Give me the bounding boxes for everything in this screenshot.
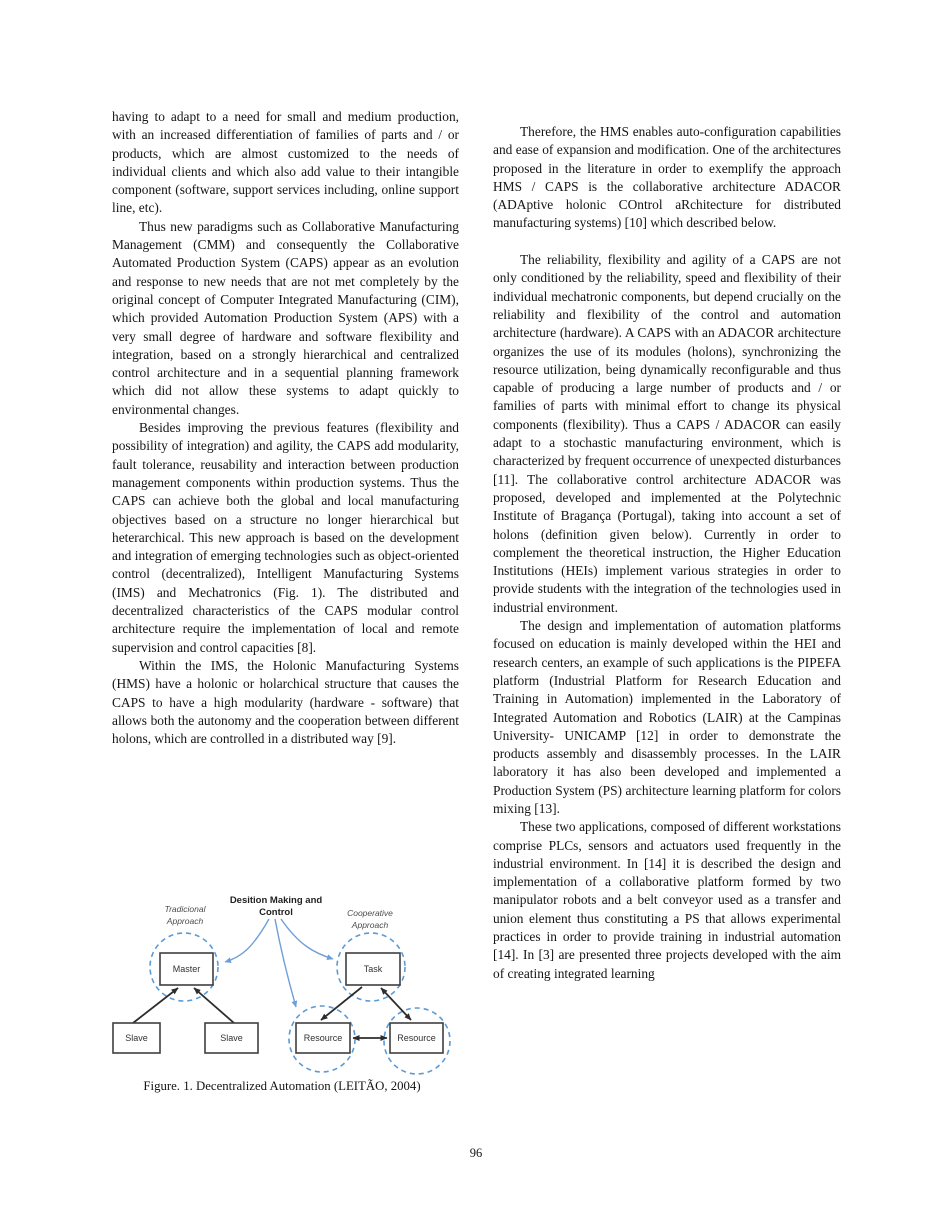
- traditional-approach-label-line1: Tradicional: [164, 904, 206, 914]
- paragraph: The reliability, flexibility and agility of a CAPS are not only conditioned by the reliability, speed and flexibility of their individual mechatronic components, but depend crucially on the reliability and flexibility of the control and automation architecture (hardware). A CAPS with an ADACOR architecture organizes the use of its modules (holons), synchronizing the resource utilization, being dynamically reconfigurable and thus capable of producing a large number of products and / or families of parts with minimal effort to change its physical components (flexibility). Thus a CAPS / ADACOR can easily adapt to a stochastic manufacturing environment, which is characterized by frequent occurrence of unexpected disturbances [11]. The collaborative control architecture ADACOR was proposed, developed and implemented at the Polytechnic Institute of Bragança (Portugal), taking into account a set of holons (definition given below). Currently in order to complement the theoretical instruction, the Higher Education Institutions (HEIs) implement various strategies in order to provide students with the integration of the technologies used in industrial environment.: [493, 252, 841, 615]
- paragraph: Besides improving the previous features (flexibility and possibility of integration) and agility, the CAPS add modularity, fault tolerance, reusability and interaction between production management components within production systems. Thus the CAPS can achieve both the global and local manufacturing objectives based on a structure no longer hierarchical but heterarchical. This new approach is based on the development and integration of emerging technologies such as object-oriented control (decentralized), Intelligent Manufacturing Systems (IMS) and Mechatronics (Fig. 1). The distributed and decentralized characteristics of the CAPS modular control architecture require the implementation of local and remote supervision and control capacities [8].: [112, 420, 459, 655]
- task-to-resource1-arrow: [321, 987, 362, 1020]
- decision-to-resource-arrow: [275, 919, 296, 1007]
- page-number: 96: [469, 1146, 483, 1160]
- slave2-to-master-arrow: [194, 988, 234, 1023]
- figure-decentralized-automation: [100, 891, 464, 1094]
- paragraph: The design and implementation of automation platforms focused on education is mainly developed within the HEI and research centers, an example of such applications is the PIPEFA platform (Industrial Platform for Research Education and Training in Automation) implemented in the Laboratory of Integrated Automation and Robotics (LAIR) at the Campinas University- UNICAMP [12] in order to demonstrate the products assembly and disassembly processes. In the LAIR laboratory it has also been developed and implemented a Production System (PS) architecture learning platform for colors mixing [13].: [493, 618, 841, 816]
- paragraph: having to adapt to a need for small and medium production, with an increased differentiation of families of parts and / or products, which are almost customized to the needs of individual clients and which also add value to their intangible component (software, support services including, online support line, etc).: [112, 109, 459, 216]
- left-column: [112, 108, 459, 748]
- figure-caption: Figure. 1. Decentralized Automation (LEITÃO, 2004): [143, 1079, 421, 1093]
- slave2-label: Slave: [220, 1033, 243, 1043]
- decision-to-master-arrow: [225, 919, 269, 962]
- paragraph: These two applications, composed of different workstations comprise PLCs, sensors and actuators used frequently in the industrial environment. In [14] it is described the design and implementation of a collaborative platform formed by two manipulator robots and a belt conveyor used as a transfer and union element thus constituting a PS that allows experimental practices in order to provide training in industrial automation [14]. In [3] are presented three projects developed with the aim of creating integrated learning: [493, 819, 841, 981]
- task-node: [346, 953, 400, 985]
- slave2-node: [205, 1023, 258, 1053]
- resource1-node: [296, 1023, 350, 1053]
- paragraph: Within the IMS, the Holonic Manufacturing Systems (HMS) have a holonic or holarchical structure that causes the CAPS to have a high modularity (hardware - software) that allows both the autonomy and the cooperation between different holons, which are controlled in a distributed way [9].: [112, 657, 459, 747]
- slave1-label: Slave: [125, 1033, 148, 1043]
- master-node: [160, 953, 213, 985]
- figure-heading-line2: Control: [259, 907, 293, 918]
- slave1-to-master-arrow: [133, 988, 178, 1023]
- cooperative-approach-label-line1: Cooperative: [347, 908, 393, 918]
- resource2-task-arrow: [381, 988, 411, 1020]
- master-label: Master: [172, 964, 201, 974]
- resource2-node: [390, 1023, 443, 1053]
- traditional-approach-label-line2: Approach: [166, 916, 204, 926]
- resource1-label: Resource: [303, 1033, 343, 1043]
- paragraph: Thus new paradigms such as Collaborative Manufacturing Management (CMM) and consequently the Collaborative Automated Production System (CAPS) appear as an evolution and response to new needs that are not met completely by the original concept of Computer Integrated Manufacturing (CIM), which provided Automation Production System (APS) with a very small degree of hardware and software flexibility and integration, based on a strongly hierarchical and centralized control architecture and in a sequential planning framework which did not allow these systems to adapt quickly to environmental changes.: [112, 218, 459, 417]
- figure-heading-line1: Desition Making and: [229, 895, 323, 906]
- decision-to-task-arrow: [281, 919, 333, 959]
- decentralized-automation-diagram: [100, 891, 464, 1075]
- paragraph: Therefore, the HMS enables auto-configuration capabilities and ease of expansion and modification. One of the architectures proposed in the literature in order to exemplify the approach HMS / CAPS is the collaborative architecture ADACOR (ADAptive holonic COntrol aRchitecture for distributed manufacturing systems) [10] which described below.: [493, 124, 841, 231]
- cooperative-approach-label-line2: Approach: [351, 920, 389, 930]
- slave1-node: [113, 1023, 160, 1053]
- right-column: [493, 123, 841, 983]
- resource2-label: Resource: [397, 1033, 436, 1043]
- task-label: Task: [363, 964, 383, 974]
